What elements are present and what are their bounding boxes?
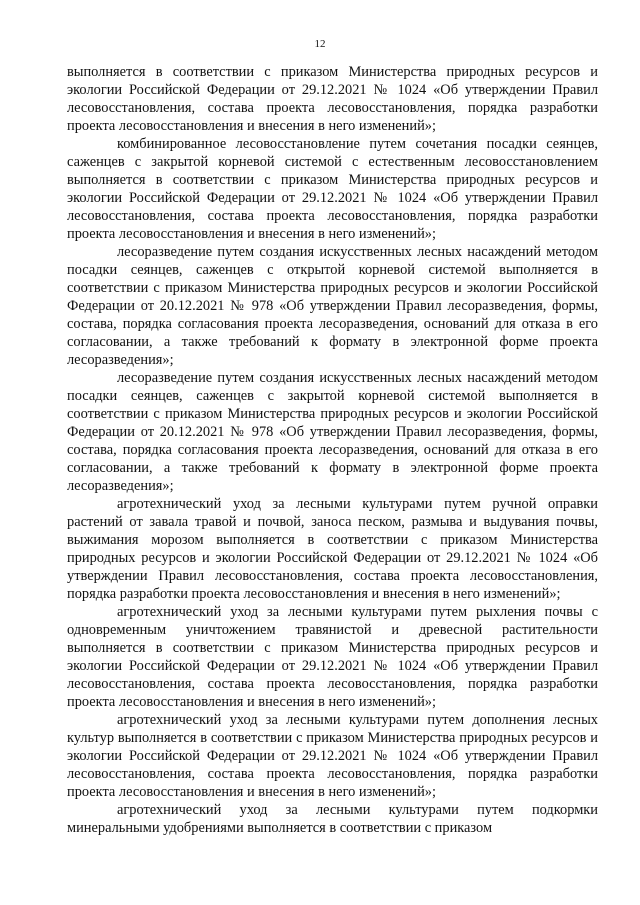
- paragraph: лесоразведение путем создания искусственных лесных насаждений методом посадки сеянцев, саженцев с открытой корневой системой выполняется в соответствии с приказом Министерства природных ресурсов и экологии Российской Федерации от 20.12.2021 № 978 «Об утверждении Правил лесоразведения, формы, состава, порядка согласования проекта лесоразведения, оснований для отказа в его согласовании, а также требований к формату в электронной форме проекта лесоразведения»;: [67, 244, 598, 368]
- paragraph: выполняется в соответствии с приказом Министерства природных ресурсов и экологии Российской Федерации от 29.12.2021 № 1024 «Об утверждении Правил лесовосстановления, состава проекта лесовосстановления, порядка разработки проекта лесовосстановления и внесения в него изменений»;: [67, 64, 598, 134]
- paragraph: агротехнический уход за лесными культурами путем дополнения лесных культур выполняется в соответствии с приказом Министерства природных ресурсов и экологии Российской Федерации от 29.12.2021 № 1024 «Об утверждении Правил лесовосстановления, состава проекта лесовосстановления, порядка разработки проекта лесовосстановления и внесения в него изменений»;: [67, 712, 598, 800]
- paragraph: комбинированное лесовосстановление путем сочетания посадки сеянцев, саженцев с закрытой корневой системой с естественным лесовосстановлением выполняется в соответствии с приказом Министерства природных ресурсов и экологии Российской Федерации от 29.12.2021 № 1024 «Об утверждении Правил лесовосстановления, состава проекта лесовосстановления, порядка разработки проекта лесовосстановления и внесения в него изменений»;: [67, 136, 598, 242]
- paragraph: агротехнический уход за лесными культурами путем ручной оправки растений от завала травой и почвой, заноса песком, размыва и выдувания почвы, выжимания морозом выполняется в соответствии с приказом Министерства природных ресурсов и экологии Российской Федерации от 29.12.2021 № 1024 «Об утверждении Правил лесовосстановления, состава проекта лесовосстановления, порядка разработки проекта лесовосстановления и внесения в него изменений»;: [67, 496, 598, 602]
- page-number: 12: [314, 38, 326, 50]
- document-body: [67, 63, 598, 837]
- paragraph: агротехнический уход за лесными культурами путем рыхления почвы с одновременным уничтожением травянистой и древесной растительности выполняется в соответствии с приказом Министерства природных ресурсов и экологии Российской Федерации от 29.12.2021 № 1024 «Об утверждении Правил лесовосстановления, состава проекта лесовосстановления, порядка разработки проекта лесовосстановления и внесения в него изменений»;: [67, 604, 598, 710]
- paragraph: агротехнический уход за лесными культурами путем подкормки минеральными удобрениями выполняется в соответствии с приказом: [67, 802, 598, 836]
- paragraph: лесоразведение путем создания искусственных лесных насаждений методом посадки сеянцев, саженцев с закрытой корневой системой выполняется в соответствии с приказом Министерства природных ресурсов и экологии Российской Федерации от 20.12.2021 № 978 «Об утверждении Правил лесоразведения, формы, состава, порядка согласования проекта лесоразведения, оснований для отказа в его согласовании, а также требований к формату в электронной форме проекта лесоразведения»;: [67, 370, 598, 494]
